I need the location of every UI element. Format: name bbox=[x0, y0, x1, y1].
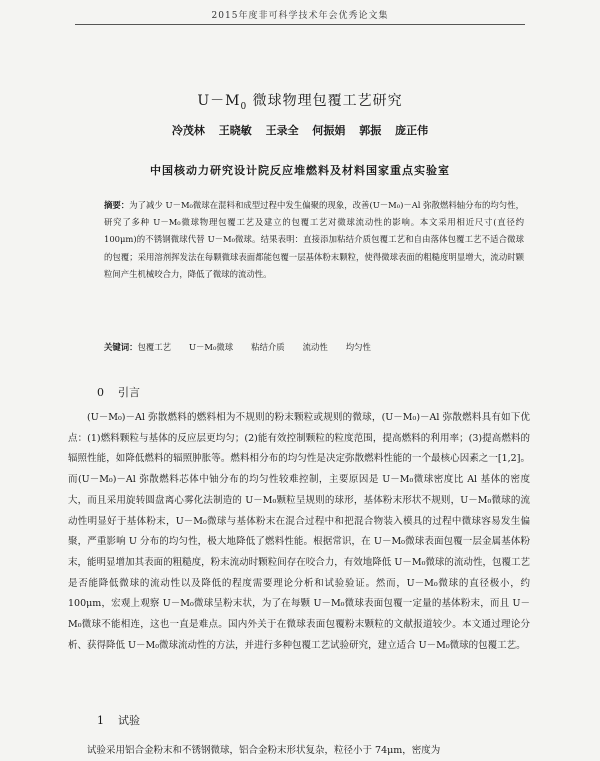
section-heading-experiment bbox=[97, 712, 140, 728]
introduction-paragraph: (U－M₀)－Al 弥散燃料的燃料相为不规则的粉末颗粒或规则的微球，(U－M₀)－Al 弥散燃料具有如下优点：(1)燃料颗粒与基体的反应层更均匀；(2)能有效控制颗粒的粒度范围，提高燃料的利用率；(3)提高燃料的辐照性能，如降低燃料的辐照肿胀等。燃料相分布的均匀性是决定弥散燃料性能的一个最核心因素之一[1,2]。而(U－M₀)－Al 弥散燃料芯体中铀分布的均匀性较难控制，主要原因是 U－M₀微球密度比 Al 基体的密度大，而且采用旋转圆盘离心雾化法制造的 U－M₀颗粒呈规则的球形，基体粉末形状不规则，U－M₀微球的流动性明显好于基体粉末，U－M₀微球与基体粉末在混合过程中和把混合物装入模具的过程中微球容易发生偏聚，严重影响 U 分布的均匀性，极大地降低了燃料性能。根据常识，在 U－M₀微球表面包覆一层金属基体粉末，能明显增加其表面的粗糙度，粉末流动时颗粒间存在咬合力，有效地降低 U－M₀微球的流动性，包覆工艺是否能降低微球的流动性以及降低的程度需要理论分析和试验验证。然而，U－M₀微球的直径极小，约 100μm，宏观上观察 U－M₀微球呈粉末状，为了在每颗 U－M₀微球表面包覆一定量的基体粉末，而且 U－M₀微球不能相连，这也一直是难点。国内外关于在微球表面包覆粉末颗粒的文献报道较少。本文通过理论分析、获得降低 U－M₀微球流动性的方法，并进行多种包覆工艺试验研究，建立适合 U－M₀微球的包覆工艺。 bbox=[68, 412, 530, 651]
abstract bbox=[104, 197, 524, 283]
section-number: 0 bbox=[97, 386, 104, 399]
abstract-label: 摘要： bbox=[104, 200, 130, 210]
author: 庞正伟 bbox=[395, 124, 429, 137]
header-rule bbox=[75, 24, 525, 25]
experiment-paragraph: 试验采用铝合金粉末和不锈钢微球，铝合金粉末形状复杂，粒径小于 74μm，密度为 bbox=[87, 745, 441, 756]
affiliation: 中国核动力研究设计院反应堆燃料及材料国家重点实验室 bbox=[150, 164, 450, 177]
keyword: 均匀性 bbox=[345, 342, 371, 352]
keywords bbox=[104, 339, 524, 356]
author: 何振娟 bbox=[312, 124, 346, 137]
author-list bbox=[0, 122, 600, 138]
keyword: 粘结介质 bbox=[251, 342, 285, 352]
abstract-text: 为了减少 U－M₀微球在混料和成型过程中发生偏聚的现象，改善(U－M₀)－Al 弥散燃料轴分布的均匀性，研究了多种 U－M₀微球物理包覆工艺及建立的包覆工艺对微球流动性的影响。本文采用相近尺寸(直径约 100μm)的不锈钢微球代替 U－M₀微球。结果表明：直接添加粘结介质包覆工艺和自由落体包覆工艺不适合微球的包覆；采用溶剂挥发法在每颗微球表面都能包覆一层基体粉末颗粒，使得微球表面的粗糙度明显增大，流动时颗粒间产生机械咬合力，降低了微球的流动性。 bbox=[104, 200, 524, 279]
section-title: 引言 bbox=[118, 386, 140, 399]
keywords-label: 关键词： bbox=[104, 342, 138, 352]
title-main: U－M bbox=[197, 93, 241, 109]
author: 王录全 bbox=[265, 124, 299, 137]
title-rest: 微球物理包覆工艺研究 bbox=[247, 93, 403, 109]
author: 郭振 bbox=[359, 124, 382, 137]
title-subscript: 0 bbox=[240, 101, 248, 112]
running-header: 2015年度非可科学技术年会优秀论文集 bbox=[211, 11, 389, 21]
keyword: U－M₀微球 bbox=[189, 342, 234, 352]
author: 王晓敏 bbox=[218, 124, 252, 137]
section-number: 1 bbox=[97, 714, 104, 727]
author: 冷茂林 bbox=[171, 124, 205, 137]
keyword: 流动性 bbox=[302, 342, 328, 352]
section-heading-introduction bbox=[97, 384, 140, 400]
paper-title bbox=[0, 90, 600, 112]
keyword: 包覆工艺 bbox=[137, 342, 171, 352]
section-title: 试验 bbox=[118, 714, 140, 727]
